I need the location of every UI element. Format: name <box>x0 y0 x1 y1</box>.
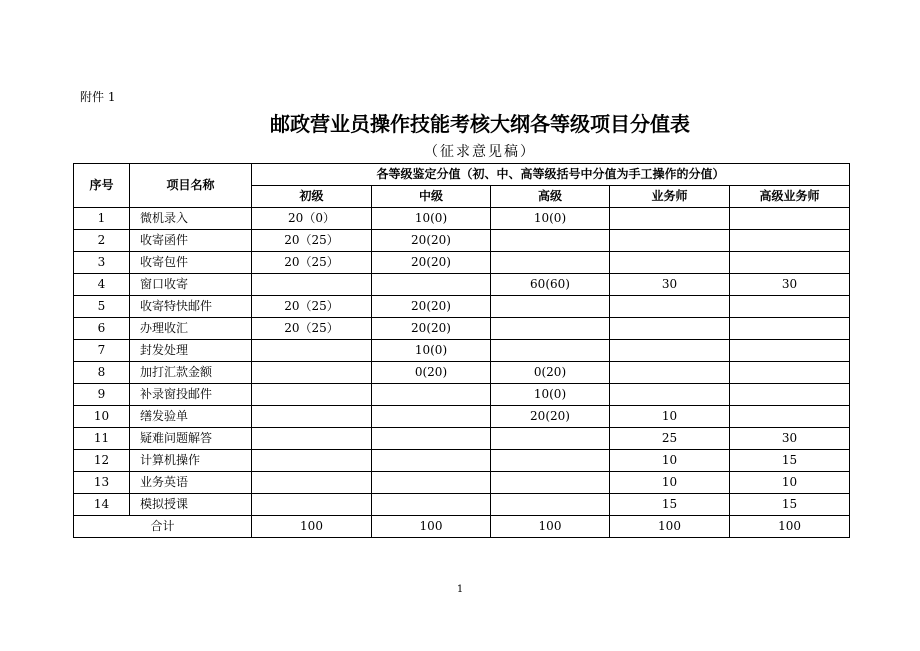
score-cell <box>730 406 850 428</box>
table-row <box>74 428 850 450</box>
score-cell: 10(0) <box>372 340 491 362</box>
score-cell <box>610 252 730 274</box>
table-row <box>74 362 850 384</box>
row-item-name: 缮发验单 <box>130 406 252 428</box>
total-cell: 100 <box>610 516 730 538</box>
score-cell: 60(60) <box>491 274 610 296</box>
total-cell: 100 <box>252 516 372 538</box>
total-label: 合计 <box>74 516 252 538</box>
score-cell <box>372 406 491 428</box>
score-cell <box>491 252 610 274</box>
table-row <box>74 450 850 472</box>
score-cell <box>252 472 372 494</box>
score-cell <box>252 450 372 472</box>
row-item-name: 收寄包件 <box>130 252 252 274</box>
row-seq: 11 <box>74 428 130 450</box>
page-number: 1 <box>456 584 464 595</box>
attachment-label: 附件 1 <box>80 90 116 104</box>
score-cell: 20（25） <box>252 318 372 340</box>
score-cell: 10 <box>610 450 730 472</box>
score-cell <box>491 296 610 318</box>
row-seq: 6 <box>74 318 130 340</box>
table-row <box>74 296 850 318</box>
score-cell: 15 <box>610 494 730 516</box>
score-cell <box>252 340 372 362</box>
row-item-name: 窗口收寄 <box>130 274 252 296</box>
row-item-name: 微机录入 <box>130 208 252 230</box>
table-row <box>74 274 850 296</box>
score-cell <box>730 296 850 318</box>
score-cell <box>610 230 730 252</box>
score-cell: 15 <box>730 450 850 472</box>
score-cell: 20(20) <box>372 296 491 318</box>
score-cell <box>730 318 850 340</box>
score-cell: 10(0) <box>491 208 610 230</box>
score-cell: 20（0） <box>252 208 372 230</box>
col-header-level-4: 业务师 <box>610 186 730 208</box>
table-row <box>74 494 850 516</box>
score-cell <box>491 230 610 252</box>
col-header-level-3: 高级 <box>491 186 610 208</box>
col-header-level-1: 初级 <box>252 186 372 208</box>
total-cell: 100 <box>730 516 850 538</box>
score-cell <box>491 318 610 340</box>
table-row <box>74 406 850 428</box>
row-item-name: 补录窗投邮件 <box>130 384 252 406</box>
document-title: 邮政营业员操作技能考核大纲各等级项目分值表 <box>270 112 690 136</box>
score-cell <box>610 208 730 230</box>
row-item-name: 办理收汇 <box>130 318 252 340</box>
row-seq: 10 <box>74 406 130 428</box>
total-cell: 100 <box>491 516 610 538</box>
score-cell: 20（25） <box>252 296 372 318</box>
score-cell <box>372 450 491 472</box>
score-cell <box>252 428 372 450</box>
row-seq: 2 <box>74 230 130 252</box>
score-cell <box>252 384 372 406</box>
score-cell <box>730 384 850 406</box>
col-header-name: 项目名称 <box>130 164 252 208</box>
score-cell <box>730 362 850 384</box>
score-cell <box>730 252 850 274</box>
score-cell: 30 <box>730 428 850 450</box>
score-cell <box>252 406 372 428</box>
row-seq: 4 <box>74 274 130 296</box>
score-cell: 20(20) <box>372 318 491 340</box>
row-seq: 7 <box>74 340 130 362</box>
score-cell: 20(20) <box>372 230 491 252</box>
table-row <box>74 384 850 406</box>
score-cell: 0(20) <box>372 362 491 384</box>
table-row <box>74 208 850 230</box>
score-cell <box>491 340 610 362</box>
score-cell <box>610 384 730 406</box>
score-cell: 10(0) <box>372 208 491 230</box>
score-cell <box>491 428 610 450</box>
score-cell: 20(20) <box>372 252 491 274</box>
row-item-name: 业务英语 <box>130 472 252 494</box>
score-cell: 25 <box>610 428 730 450</box>
row-seq: 5 <box>74 296 130 318</box>
score-cell: 10 <box>610 406 730 428</box>
col-header-seq: 序号 <box>74 164 130 208</box>
score-cell: 30 <box>610 274 730 296</box>
score-cell <box>610 362 730 384</box>
score-cell <box>610 296 730 318</box>
score-cell: 10 <box>610 472 730 494</box>
row-seq: 1 <box>74 208 130 230</box>
row-seq: 14 <box>74 494 130 516</box>
score-cell <box>252 362 372 384</box>
table-row <box>74 340 850 362</box>
score-cell <box>252 274 372 296</box>
score-cell <box>730 208 850 230</box>
table-row <box>74 472 850 494</box>
row-item-name: 模拟授课 <box>130 494 252 516</box>
score-cell: 20(20) <box>491 406 610 428</box>
total-row <box>74 516 850 538</box>
score-table <box>73 163 850 538</box>
score-cell <box>372 274 491 296</box>
row-seq: 13 <box>74 472 130 494</box>
score-cell: 15 <box>730 494 850 516</box>
score-cell <box>610 340 730 362</box>
row-item-name: 封发处理 <box>130 340 252 362</box>
score-cell <box>730 230 850 252</box>
score-cell <box>491 450 610 472</box>
document-subtitle: （征求意见稿） <box>424 144 536 160</box>
row-seq: 8 <box>74 362 130 384</box>
score-cell <box>491 494 610 516</box>
row-seq: 3 <box>74 252 130 274</box>
score-cell <box>730 340 850 362</box>
col-header-level-2: 中级 <box>372 186 491 208</box>
score-cell <box>372 494 491 516</box>
score-cell: 10(0) <box>491 384 610 406</box>
score-cell <box>610 318 730 340</box>
col-header-group: 各等级鉴定分值（初、中、高等级括号中分值为手工操作的分值） <box>252 164 850 186</box>
score-cell: 20（25） <box>252 230 372 252</box>
row-item-name: 加打汇款金额 <box>130 362 252 384</box>
score-cell: 20（25） <box>252 252 372 274</box>
total-cell: 100 <box>372 516 491 538</box>
row-item-name: 收寄函件 <box>130 230 252 252</box>
score-cell <box>372 428 491 450</box>
score-cell <box>372 472 491 494</box>
score-cell <box>491 472 610 494</box>
score-cell: 30 <box>730 274 850 296</box>
table-row <box>74 252 850 274</box>
score-cell <box>252 494 372 516</box>
score-cell: 0(20) <box>491 362 610 384</box>
col-header-level-5: 高级业务师 <box>730 186 850 208</box>
header-row-1 <box>74 164 850 186</box>
score-cell <box>372 384 491 406</box>
row-seq: 12 <box>74 450 130 472</box>
row-seq: 9 <box>74 384 130 406</box>
score-cell: 10 <box>730 472 850 494</box>
table-row <box>74 318 850 340</box>
row-item-name: 疑难问题解答 <box>130 428 252 450</box>
row-item-name: 计算机操作 <box>130 450 252 472</box>
row-item-name: 收寄特快邮件 <box>130 296 252 318</box>
table-row <box>74 230 850 252</box>
